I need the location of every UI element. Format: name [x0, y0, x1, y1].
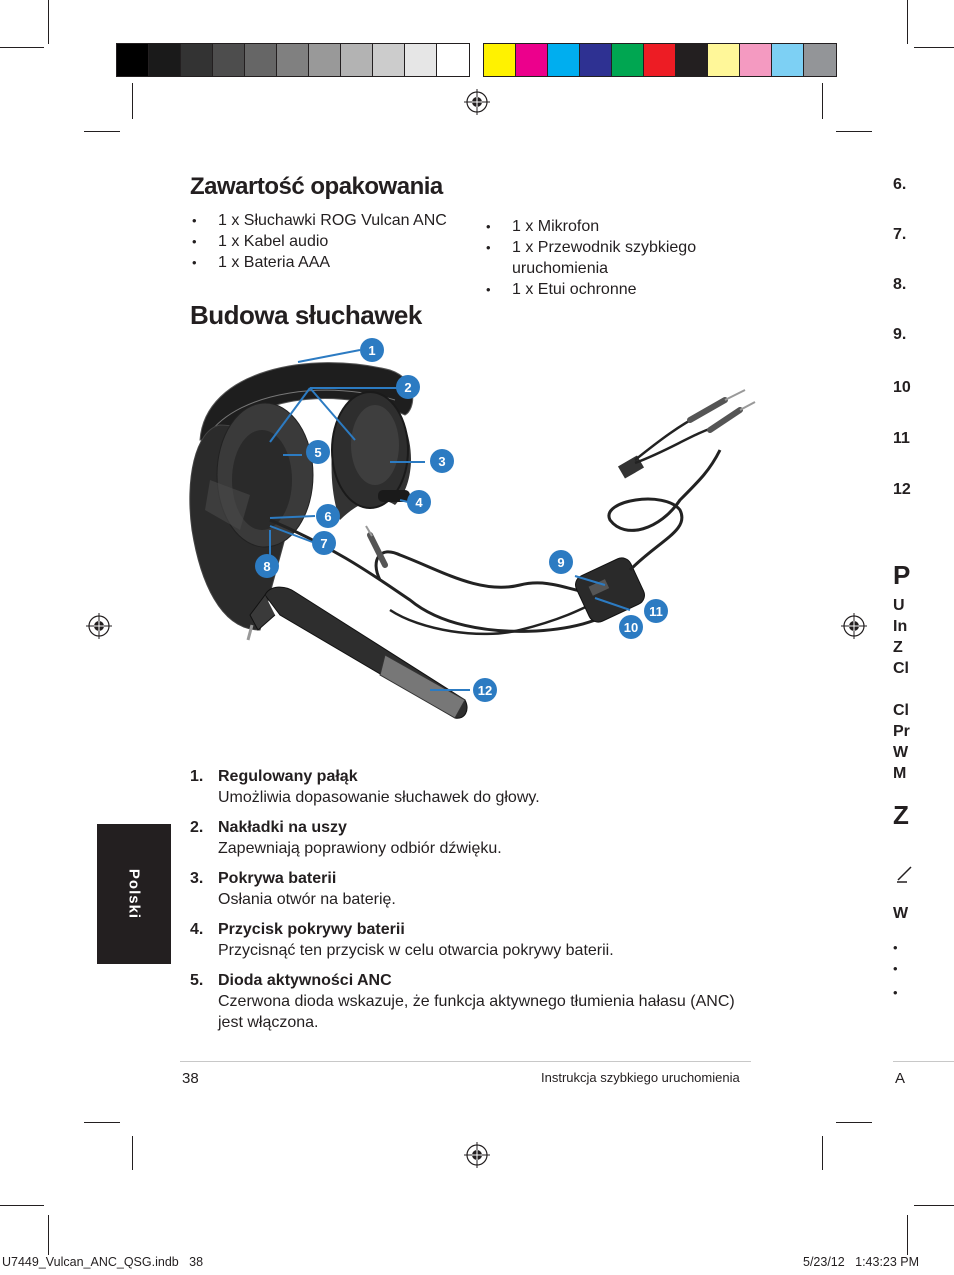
- item-description: Umożliwia dopasowanie słuchawek do głowy.: [218, 789, 540, 806]
- color-swatch: [341, 44, 373, 76]
- crop-mark: [907, 0, 908, 44]
- next-page-number: 8.: [893, 276, 907, 293]
- next-page-text: W: [893, 905, 909, 922]
- headset-illustration: [180, 330, 770, 750]
- next-page-text: In: [893, 618, 908, 635]
- page-number: 38: [182, 1070, 199, 1087]
- list-item: [190, 766, 755, 808]
- contents-list-left: [190, 210, 470, 273]
- item-description: Zapewniają poprawiony odbiór dźwięku.: [218, 840, 502, 857]
- next-page-text: Cl: [893, 660, 909, 677]
- color-swatch: [708, 44, 740, 76]
- color-swatch: [373, 44, 405, 76]
- list-item: [190, 919, 755, 961]
- battery-cover-button: [378, 490, 410, 502]
- next-page-number: 9.: [893, 326, 907, 343]
- registration-mark-icon: [464, 1142, 490, 1168]
- next-page-heading: Z: [893, 800, 909, 830]
- color-swatch: [548, 44, 580, 76]
- color-swatch: [772, 44, 804, 76]
- slug-filename: U7449_Vulcan_ANC_QSG.indb 38: [2, 1255, 204, 1269]
- anatomy-heading: Budowa słuchawek: [190, 300, 422, 330]
- list-item: [190, 970, 755, 1033]
- color-swatch: [612, 44, 644, 76]
- registration-mark-icon: [86, 613, 112, 639]
- list-item: • 1 x Kabel audio: [190, 231, 470, 252]
- list-item: • 1 x Słuchawki ROG Vulcan ANC: [190, 210, 470, 231]
- item-number: 4.: [190, 921, 204, 938]
- list-item: [190, 868, 755, 910]
- svg-text:12: 12: [477, 683, 493, 698]
- language-tab: [97, 824, 171, 964]
- color-swatch: [516, 44, 548, 76]
- svg-text:8: 8: [263, 559, 271, 574]
- crop-mark: [0, 47, 44, 48]
- svg-text:5: 5: [314, 445, 322, 460]
- next-page-number: 11: [893, 430, 910, 447]
- crop-mark: [48, 0, 49, 44]
- list-item: • 1 x Etui ochronne: [484, 279, 714, 300]
- color-swatch: [277, 44, 309, 76]
- crop-mark: [836, 1122, 872, 1123]
- color-swatch: [740, 44, 772, 76]
- svg-text:11: 11: [649, 604, 663, 619]
- item-description: Osłania otwór na baterię.: [218, 891, 396, 908]
- item-number: 5.: [190, 972, 204, 989]
- next-page-text: W: [893, 744, 909, 761]
- svg-text:7: 7: [320, 536, 328, 551]
- registration-mark-icon: [841, 613, 867, 639]
- crop-mark: [907, 1215, 908, 1255]
- item-description: Czerwona dioda wskazuje, że funkcja aktywnego tłumienia hałasu (ANC) jest włączona.: [218, 993, 735, 1031]
- crop-mark: [132, 1136, 133, 1170]
- crop-mark: [914, 1205, 954, 1206]
- svg-text:10: 10: [623, 620, 639, 635]
- svg-text:1: 1: [368, 343, 376, 358]
- svg-text:4: 4: [415, 495, 423, 510]
- crop-mark: [822, 83, 823, 119]
- list-item: • 1 x Mikrofon: [484, 216, 714, 237]
- list-item: • 1 x Bateria AAA: [190, 252, 470, 273]
- next-page-bullet: •: [893, 961, 898, 976]
- contents-list-right: [484, 216, 714, 300]
- color-swatch: [149, 44, 181, 76]
- next-page-text: Z: [893, 639, 903, 656]
- crop-mark: [48, 1215, 49, 1255]
- list-item: • 1 x Przewodnik szybkiego uruchomienia: [484, 237, 714, 279]
- color-swatch: [804, 44, 836, 76]
- color-swatch: [245, 44, 277, 76]
- item-number: 2.: [190, 819, 204, 836]
- color-swatch: [181, 44, 213, 76]
- grayscale-color-bar: [116, 43, 470, 77]
- item-title: Przycisk pokrywy baterii: [218, 921, 405, 938]
- next-page-footer-letter: A: [895, 1070, 906, 1087]
- next-page-number: 7.: [893, 226, 907, 243]
- color-swatch: [213, 44, 245, 76]
- crop-mark: [836, 131, 872, 132]
- mic-plug: [710, 410, 740, 430]
- next-page-heading: P: [893, 560, 911, 590]
- parts-list: [190, 766, 755, 1042]
- contents-heading: Zawartość opakowania: [190, 173, 443, 200]
- crop-mark: [0, 1205, 44, 1206]
- next-page-text: Cl: [893, 702, 909, 719]
- registration-mark-icon: [464, 89, 490, 115]
- slug-timestamp: 5/23/12 1:43:23 PM: [803, 1255, 920, 1269]
- item-description: Przycisnąć ten przycisk w celu otwarcia pokrywy baterii.: [218, 942, 614, 959]
- item-title: Pokrywa baterii: [218, 870, 337, 887]
- next-page-number: 6.: [893, 176, 907, 193]
- splitter: [618, 455, 644, 478]
- item-number: 1.: [190, 768, 204, 785]
- crop-mark: [132, 83, 133, 119]
- svg-text:3: 3: [438, 454, 446, 469]
- color-swatch: [309, 44, 341, 76]
- pencil-note-icon: [895, 862, 917, 884]
- svg-text:9: 9: [557, 555, 565, 570]
- color-swatch: [580, 44, 612, 76]
- next-page-number: 12: [893, 481, 911, 498]
- color-swatch: [405, 44, 437, 76]
- next-page-bullet: •: [893, 940, 898, 955]
- color-swatch: [437, 44, 469, 76]
- item-title: Dioda aktywności ANC: [218, 972, 392, 989]
- next-page-text: M: [893, 765, 907, 782]
- footer-rule: [180, 1061, 751, 1062]
- leader-line: [298, 350, 360, 362]
- item-title: Nakładki na uszy: [218, 819, 347, 836]
- process-color-bar: [483, 43, 837, 77]
- audio-plug: [690, 400, 725, 420]
- next-page-text: Pr: [893, 723, 910, 740]
- footer-rule-next: [893, 1061, 954, 1062]
- item-number: 3.: [190, 870, 204, 887]
- crop-mark: [84, 131, 120, 132]
- crop-mark: [822, 1136, 823, 1170]
- color-swatch: [117, 44, 149, 76]
- color-swatch: [676, 44, 708, 76]
- language-tab-label: Polski: [125, 868, 143, 920]
- item-title: Regulowany pałąk: [218, 768, 358, 785]
- document-title: Instrukcja szybkiego uruchomienia: [541, 1070, 740, 1085]
- next-page-number: 10: [893, 379, 911, 396]
- crop-mark: [84, 1122, 120, 1123]
- crop-mark: [914, 47, 954, 48]
- color-swatch: [484, 44, 516, 76]
- color-swatch: [644, 44, 676, 76]
- next-page-bullet: •: [893, 985, 898, 1000]
- list-item: [190, 817, 755, 859]
- next-page-text: U: [893, 597, 905, 614]
- svg-text:6: 6: [324, 509, 332, 524]
- svg-text:2: 2: [404, 380, 412, 395]
